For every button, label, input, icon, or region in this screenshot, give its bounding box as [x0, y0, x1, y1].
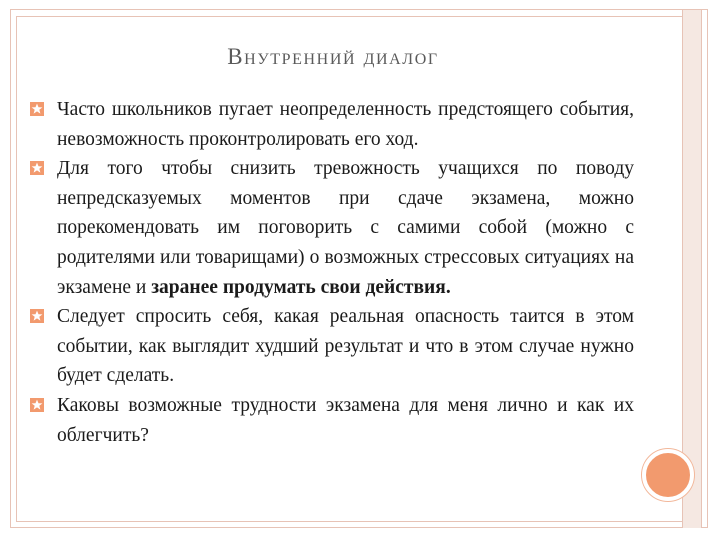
bullet-list: [57, 95, 634, 450]
star-bullet-icon: [30, 102, 44, 116]
star-bullet-icon: [30, 398, 44, 412]
bullet-text: Часто школьников пугает неопределенность предстоящего события, невозможность проконтролировать его ход.: [57, 99, 634, 150]
bullet-text: Каковы возможные трудности экзамена для меня лично и как их облегчить?: [57, 394, 634, 446]
star-bullet-icon: [30, 309, 44, 323]
bullet-bold-text: заранее продумать свои действия.: [151, 276, 451, 298]
bullet-text: Следует спросить себя, какая реальная опасность таится в этом событии, как выглядит худший результат и что в этом случае нужно будет сделать.: [57, 306, 634, 387]
bullet-item: [57, 154, 634, 302]
decorative-circle: [642, 449, 694, 501]
slide-title: Внутренний диалог: [227, 44, 439, 69]
decorative-band: [682, 10, 702, 528]
bullet-item: [57, 302, 634, 391]
bullet-item: [57, 95, 634, 154]
bullet-item: [57, 391, 634, 450]
star-bullet-icon: [30, 161, 44, 175]
bullet-text: Для того чтобы снизить тревожность учащихся по поводу непредсказуемых моментов при сдаче экзамена, можно порекомендовать им поговорить с самими собой (можно с родителями или товарищами) о возможных стрессовых ситуациях на экзамене и: [57, 158, 634, 298]
